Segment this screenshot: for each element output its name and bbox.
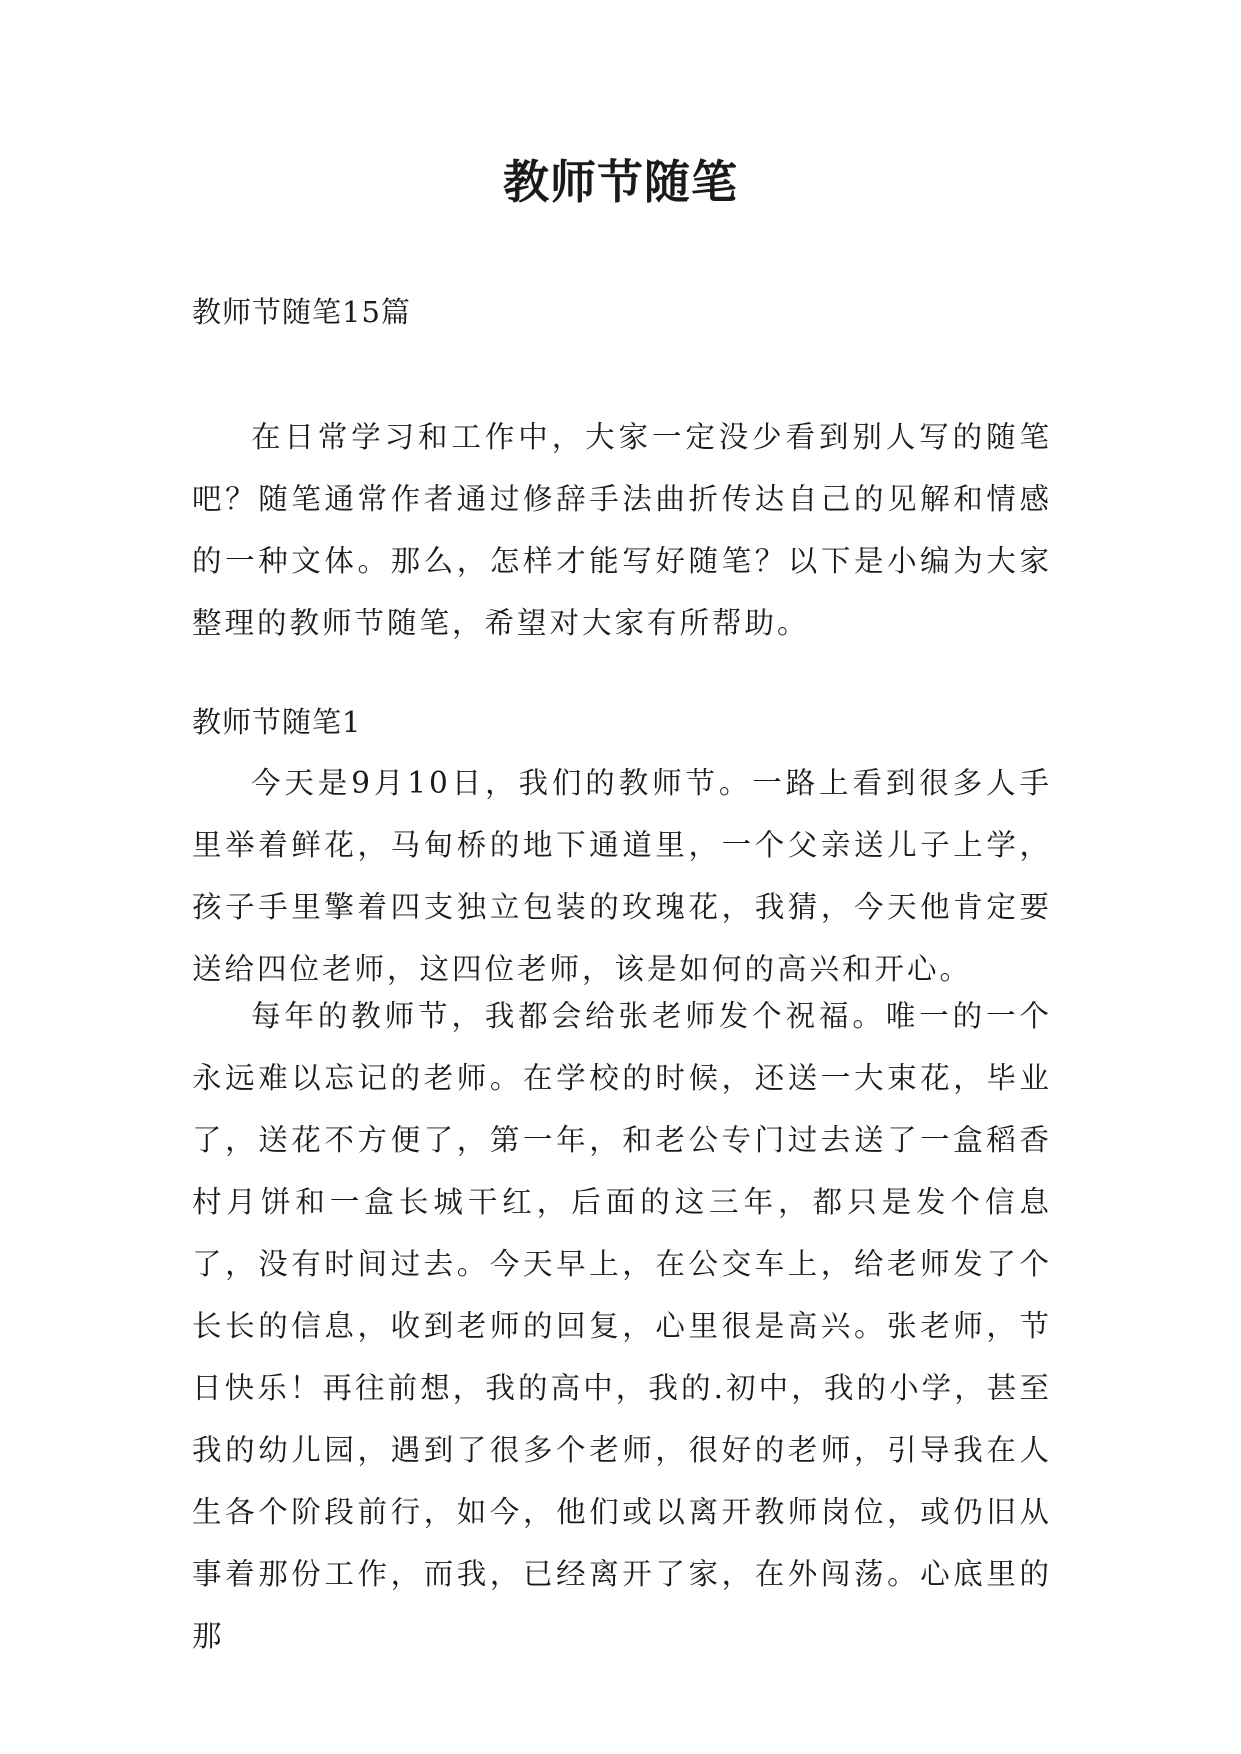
intro-paragraph: 在日常学习和工作中，大家一定没少看到别人写的随笔吧？随笔通常作者通过修辞手法曲折传达自己的见解和情感的一种文体。那么，怎样才能写好随笔？以下是小编为大家整理的教师节随笔，希望对大家有所帮助。 xyxy=(192,420,1052,640)
document-subtitle: 教师节随笔15篇 xyxy=(192,295,411,329)
body-paragraph-2: 每年的教师节，我都会给张老师发个祝福。唯一的一个永远难以忘记的老师。在学校的时候，还送一大束花，毕业了，送花不方便了，第一年，和老公专门过去送了一盒稻香村月饼和一盒长城干红，后面的这三年，都只是发个信息了，没有时间过去。今天早上，在公交车上，给老师发了个长长的信息，收到老师的回复，心里很是高兴。张老师，节日快乐！再往前想，我的高中，我的.初中，我的小学，甚至我的幼儿园，遇到了很多个老师，很好的老师，引导我在人生各个阶段前行，如今，他们或以离开教师岗位，或仍旧从事着那份工作，而我，已经离开了家，在外闯荡。心底里的那 xyxy=(192,999,1052,1653)
section-heading: 教师节随笔1 xyxy=(192,705,362,739)
page-title: 教师节随笔 xyxy=(503,155,738,209)
body-paragraph-1: 今天是9月10日，我们的教师节。一路上看到很多人手里举着鲜花，马甸桥的地下通道里，一个父亲送儿子上学，孩子手里擎着四支独立包装的玫瑰花，我猜，今天他肯定要送给四位老师，这四位老师，该是如何的高兴和开心。 xyxy=(192,766,1052,986)
